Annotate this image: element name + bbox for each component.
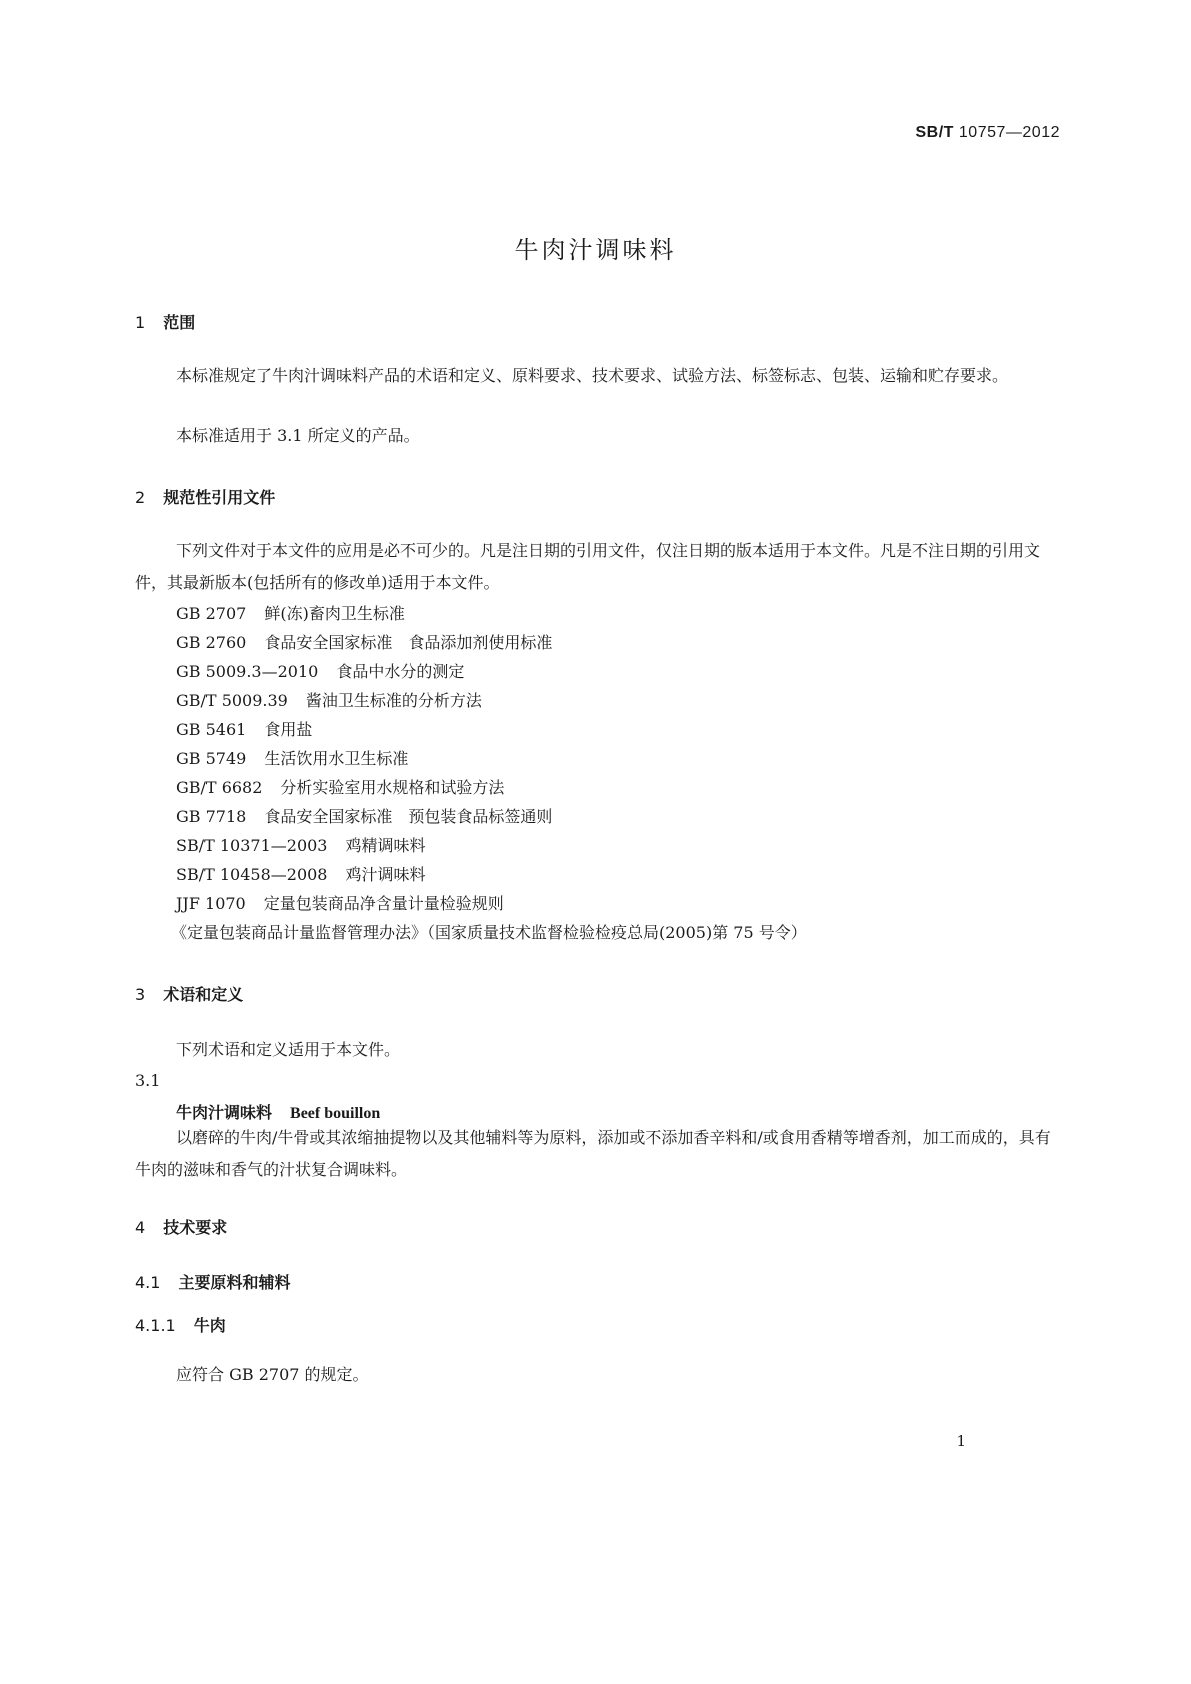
section-4-1-1-heading: 4.1.1 牛肉 <box>135 1316 226 1335</box>
section-4-heading: 4 技术要求 <box>135 1218 228 1237</box>
reference-item: GB/T 5009.39 酱油卫生标准的分析方法 <box>176 691 482 710</box>
reference-item: SB/T 10371—2003 鸡精调味料 <box>176 836 426 855</box>
standard-code <box>916 124 1061 142</box>
reference-item: GB 5461 食用盐 <box>176 720 313 739</box>
section-3-heading: 3 术语和定义 <box>135 985 244 1004</box>
section-2-paragraph-1: 下列文件对于本文件的应用是必不可少的。凡是注日期的引用文件，仅注日期的版本适用于本文件。凡是不注日期的引用文件，其最新版本(包括所有的修改单)适用于本文件。 <box>135 541 1041 592</box>
term-heading <box>176 1100 380 1123</box>
standard-code-prefix: SB/T <box>915 124 954 141</box>
reference-item: SB/T 10458—2008 鸡汁调味料 <box>176 865 426 884</box>
section-1-paragraph-2: 本标准适用于 3.1 所定义的产品。 <box>176 426 420 445</box>
reference-item: GB 2707 鲜(冻)畜肉卫生标准 <box>176 604 405 623</box>
section-1-heading: 1 范围 <box>135 313 196 332</box>
section-1-paragraph-1: 本标准规定了牛肉汁调味料产品的术语和定义、原料要求、技术要求、试验方法、标签标志、包装、运输和贮存要求。 <box>176 366 1009 385</box>
term-number: 3.1 <box>135 1071 161 1090</box>
page-number: 1 <box>956 1432 966 1450</box>
reference-item: GB 7718 食品安全国家标准 预包装食品标签通则 <box>176 807 553 826</box>
section-4-1-1-text: 应符合 GB 2707 的规定。 <box>176 1365 369 1384</box>
section-4-1-heading: 4.1 主要原料和辅料 <box>135 1273 291 1292</box>
reference-item: GB 5009.3—2010 食品中水分的测定 <box>176 662 465 681</box>
term-definition: 以磨碎的牛肉/牛骨或其浓缩抽提物以及其他辅料等为原料，添加或不添加香辛料和/或食用香精等增香剂，加工而成的，具有牛肉的滋味和香气的汁状复合调味料。 <box>135 1128 1051 1179</box>
reference-item-regulation: 《定量包装商品计量监督管理办法》（国家质量技术监督检验检疫总局(2005)第 75 号令） <box>171 923 807 942</box>
standard-code-number: 10757—2012 <box>958 124 1060 141</box>
section-2-heading: 2 规范性引用文件 <box>135 488 276 507</box>
reference-item: GB/T 6682 分析实验室用水规格和试验方法 <box>176 778 505 797</box>
reference-item: JJF 1070 定量包装商品净含量计量检验规则 <box>176 894 504 913</box>
term-chinese: 牛肉汁调味料 <box>176 1103 273 1122</box>
reference-item: GB 5749 生活饮用水卫生标准 <box>176 749 409 768</box>
term-english: Beef bouillon <box>290 1105 381 1122</box>
document-title: 牛肉汁调味料 <box>514 236 677 264</box>
section-3-paragraph-1: 下列术语和定义适用于本文件。 <box>176 1040 401 1059</box>
reference-item: GB 2760 食品安全国家标准 食品添加剂使用标准 <box>176 633 553 652</box>
